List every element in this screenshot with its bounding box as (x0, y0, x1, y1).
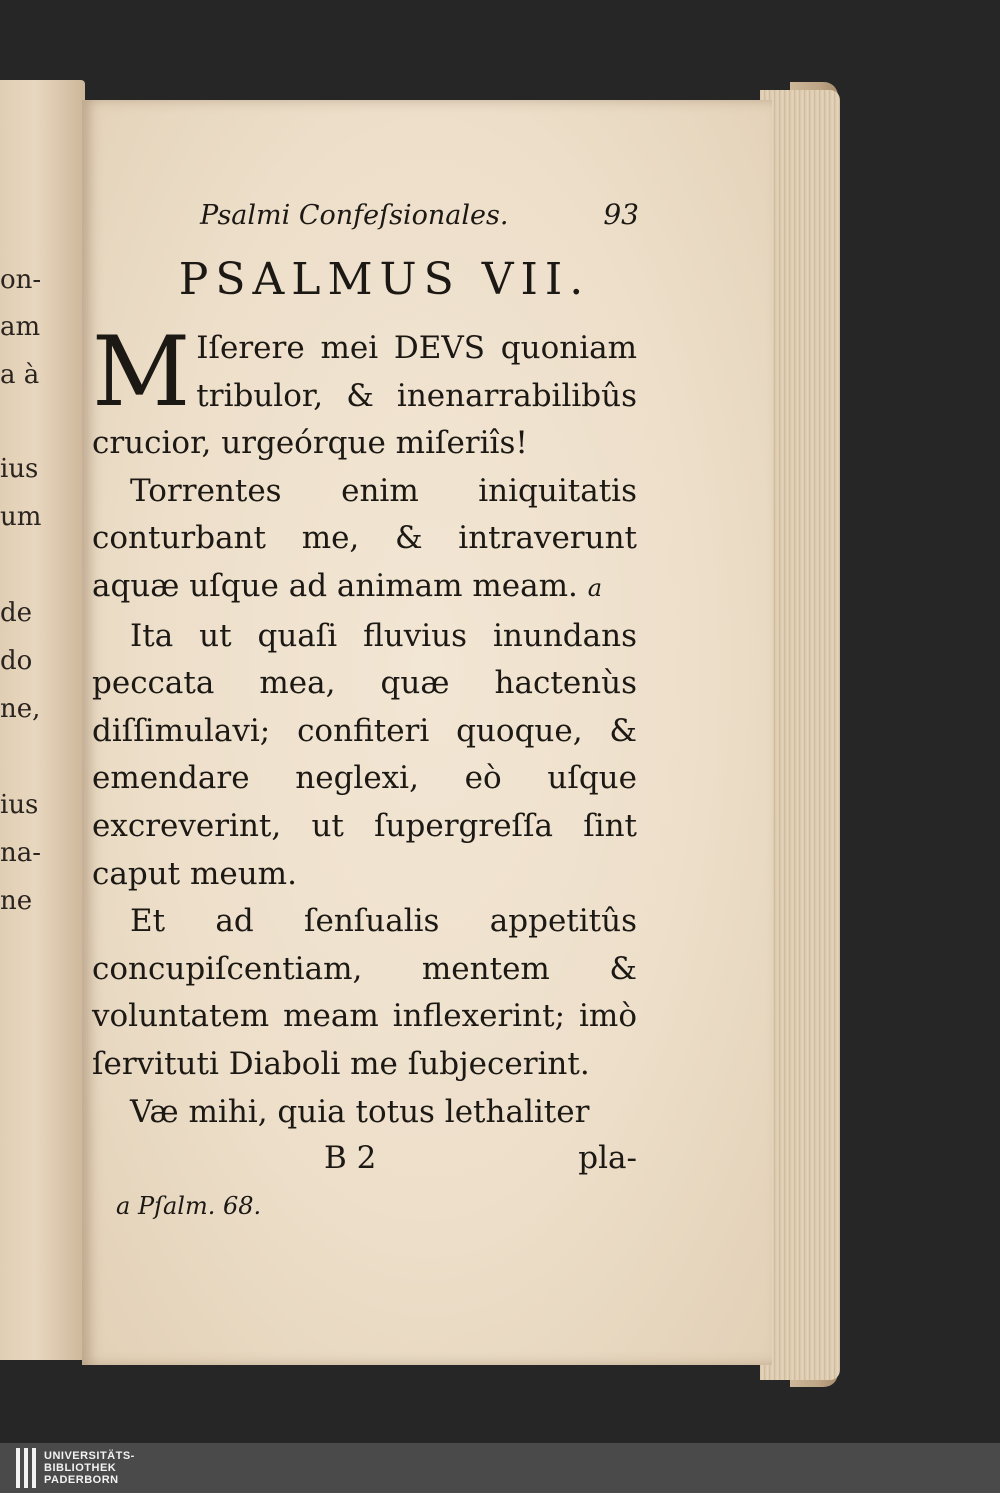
paragraph: Væ mihi, quia totus lethaliter (130, 1093, 590, 1130)
running-head-title: Psalmi Confeſsionales. (200, 200, 509, 231)
page-content (92, 188, 637, 1220)
signature-mark: B 2 (324, 1140, 377, 1177)
left-fragment: de (0, 598, 33, 628)
catchword: pla- (578, 1140, 637, 1177)
left-fragment: a à (0, 360, 40, 390)
drop-cap: M (92, 316, 191, 428)
paragraph (92, 468, 637, 613)
left-page-edge (0, 80, 85, 1360)
left-fragment: ne, (0, 694, 41, 724)
library-logo-text (44, 1450, 135, 1486)
paragraph: Ita ut quaſi fluvius inundans peccata mea, quæ hactenùs diſſimulavi; confiteri quoque, & emendare neglexi, eò uſque excreverint, ut ſupergreſſa ſint caput meum. (92, 617, 637, 892)
footer-bar (0, 1443, 1000, 1493)
library-logo-icon (16, 1448, 36, 1488)
left-fragment: on- (0, 265, 42, 295)
paragraph-text: Iſerere mei DEVS quoniam tribulor, & inenarrabilibûs crucior, urgeórque miſeriîs! (92, 330, 637, 462)
left-fragment: na- (0, 838, 42, 868)
footnote: a Pſalm. 68. (116, 1192, 262, 1221)
running-head (92, 188, 637, 244)
left-fragment: um (0, 502, 42, 532)
library-logo[interactable] (16, 1447, 135, 1489)
catchline (92, 1136, 637, 1186)
psalm-title: PSALMUS VII. (178, 254, 591, 305)
left-fragment: ius (0, 790, 39, 820)
paragraph-text: Torrentes enim iniquitatis conturbant me, & intraverunt aquæ uſque ad animam meam. (92, 472, 637, 604)
body-text (92, 316, 637, 1136)
left-fragment: do (0, 646, 33, 676)
page-number: 93 (603, 198, 639, 231)
paragraph: Et ad ſenſualis appetitûs concupiſcentiam, mentem & voluntatem meam inflexerint; imò ſervituti Diaboli me ſubjecerint. (92, 903, 637, 1082)
paragraph (92, 316, 637, 468)
logo-line: PADERBORN (44, 1474, 119, 1486)
footnote-marker: a (587, 573, 603, 602)
logo-line: BIBLIOTHEK (44, 1462, 117, 1474)
page-block-edges (760, 90, 840, 1380)
left-fragment: am (0, 312, 41, 342)
left-fragment: ius (0, 454, 39, 484)
left-fragment: ne (0, 886, 33, 916)
logo-line: UNIVERSITÄTS- (44, 1450, 135, 1462)
